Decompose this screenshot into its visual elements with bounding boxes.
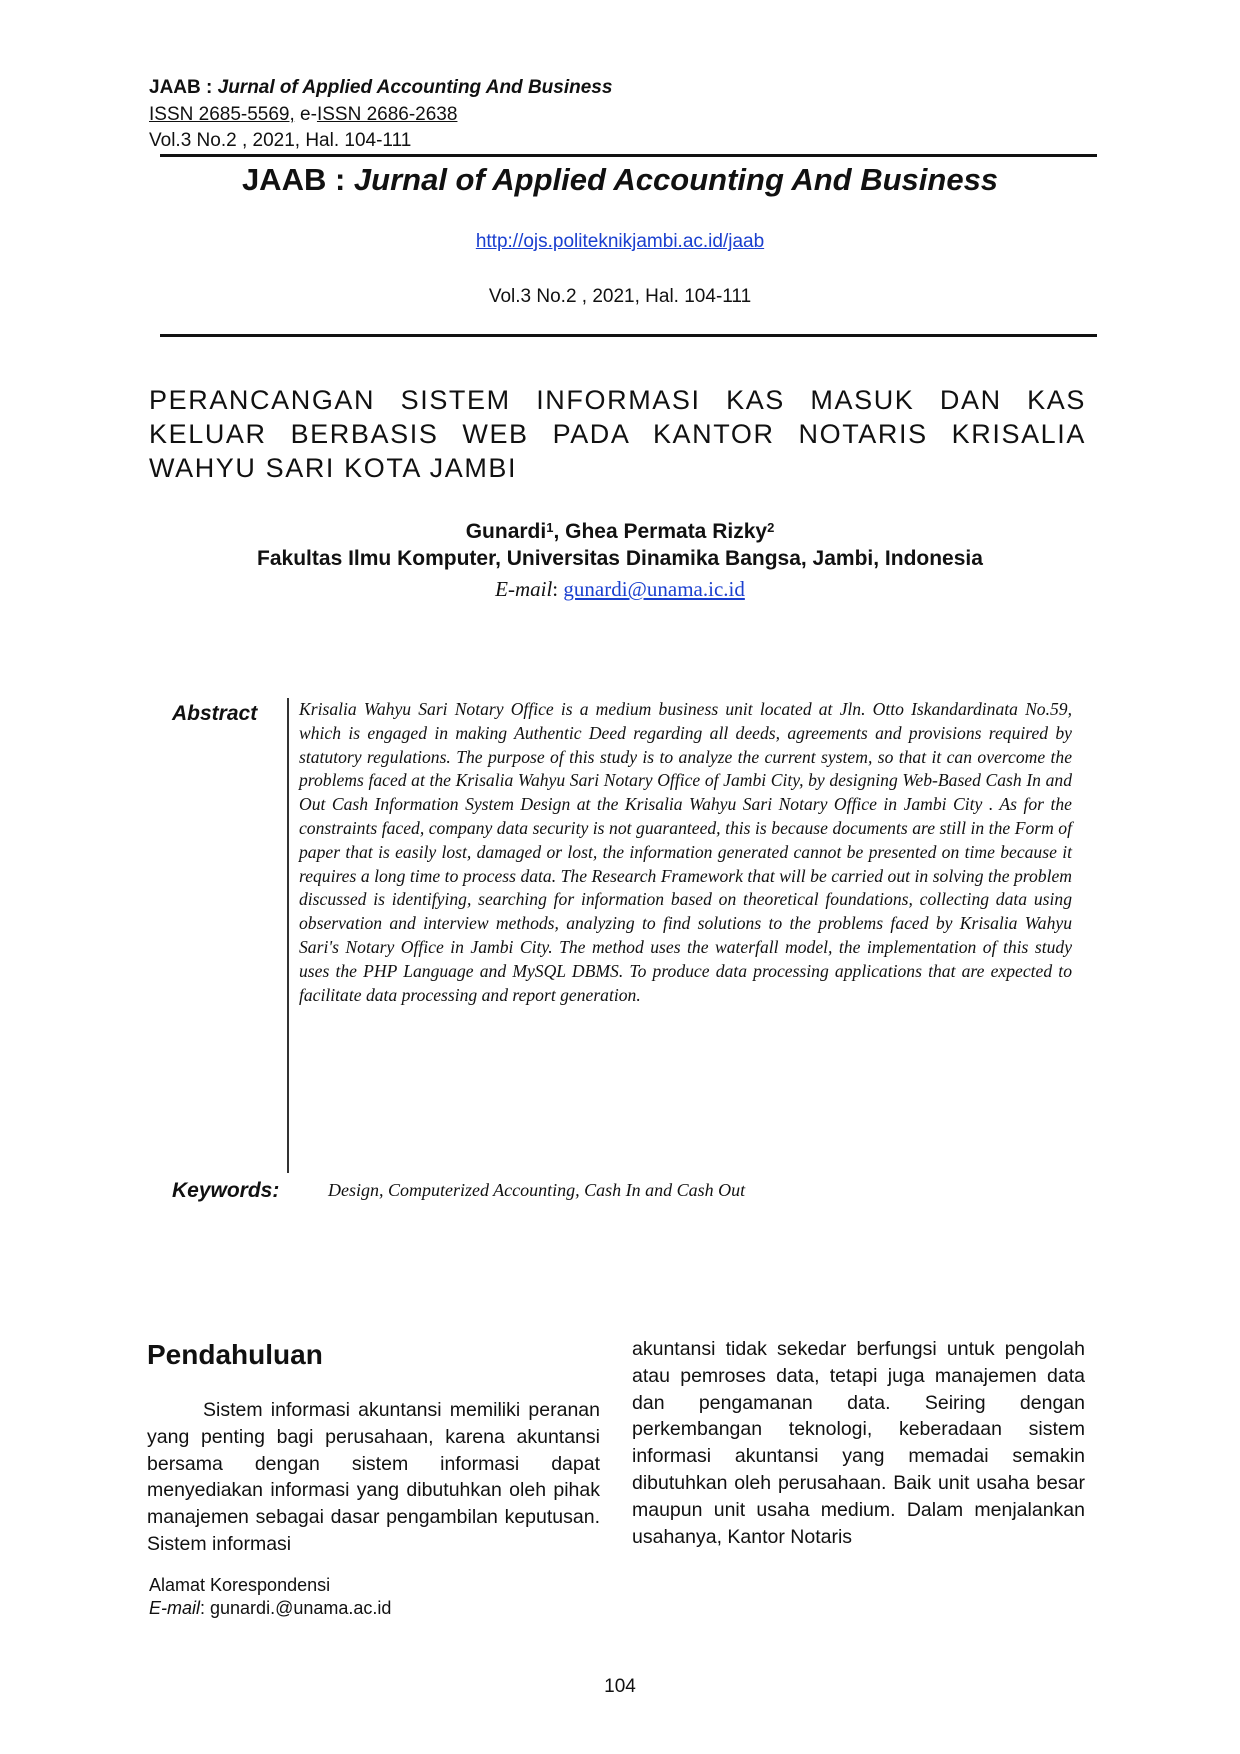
email-colon: : <box>552 577 564 601</box>
running-header-abbr: JAAB : <box>149 77 213 98</box>
author-1-affil-mark: 1 <box>546 520 554 535</box>
correspondence-label: Alamat Korespondensi <box>149 1575 331 1595</box>
masthead-name: Jurnal of Applied Accounting And Business <box>353 162 999 197</box>
header-rule-bottom <box>160 334 1097 337</box>
author-2: Ghea Permata Rizky <box>565 520 768 543</box>
abstract-label: Abstract <box>172 702 258 725</box>
right-column-paragraph: akuntansi tidak sekedar berfungsi untuk pengolah atau pemroses data, tetapi juga manajemen data dan pengamanan data. Seiring dengan perkembangan teknologi, keberadaan sistem informasi akuntansi yang memadai semakin dibutuhkan oleh perusahaan. Baik unit usaha besar maupun unit usaha medium. Dalam menjalankan usahanya, Kantor Notaris <box>632 1338 1085 1548</box>
abstract-text: Krisalia Wahyu Sari Notary Office is a medium business unit located at Jln. Otto Iskandardinata No.59, which is engaged in making Authentic Deed regarding all deeds, agreements and provisions required by statutory regulations. The purpose of this study is to analyze the current system, so that it can overcome the problems faced at the Krisalia Wahyu Sari Notary Office of Jambi City, by designing Web-Based Cash In and Out Cash Information System Design at the Krisalia Wahyu Sari Notary Office in Jambi City . As for the constraints faced, company data security is not guaranteed, this is because documents are still in the Form of paper that is easily lost, damaged or lost, the information generated cannot be presented on time because it requires a long time to process data. The Research Framework that will be carried out in solving the problem discussed is identifying, searching for information based on theoretical foundations, collecting data using observation and interview methods, analyzing to find solutions to the problems faced by Krisalia Wahyu Sari's Notary Office in Jambi City. The method uses the waterfall model, the implementation of this study uses the PHP Language and MySQL DBMS. To produce data processing applications that are expected to facilitate data processing and report generation. <box>299 699 1072 1005</box>
author-email-link[interactable]: gunardi@unama.ic.id <box>563 577 745 601</box>
section-heading: Pendahuluan <box>147 1339 323 1370</box>
issn-separator: e- <box>294 104 317 125</box>
author-2-affil-mark: 2 <box>767 520 775 535</box>
affiliation: Fakultas Ilmu Komputer, Universitas Dinamika Bangsa, Jambi, Indonesia <box>257 547 983 570</box>
author-1: Gunardi <box>465 520 547 543</box>
author-email-line <box>0 576 1240 602</box>
running-header-journal-name: Jurnal of Applied Accounting And Business <box>217 77 613 98</box>
keywords-text: Design, Computerized Accounting, Cash In and Cash Out <box>328 1180 746 1200</box>
issn-print: ISSN 2685-5569, <box>149 104 295 125</box>
email-label: E-mail <box>495 577 553 601</box>
running-header-volume: Vol.3 No.2 , 2021, Hal. 104-111 <box>149 130 412 151</box>
issn-online: ISSN 2686-2638 <box>316 104 458 125</box>
article-title: PERANCANGAN SISTEM INFORMASI KAS MASUK DAN KAS KELUAR BERBASIS WEB PADA KANTOR NOTARIS KRISALIA WAHYU SARI KOTA JAMBI <box>149 385 1086 483</box>
keywords-label: Keywords: <box>172 1179 280 1202</box>
masthead-volume: Vol.3 No.2 , 2021, Hal. 104-111 <box>488 286 752 307</box>
header-rule-top <box>160 154 1097 157</box>
correspondence-email <box>149 1597 391 1620</box>
author-separator: , <box>553 520 566 543</box>
correspondence-email-label: E-mail <box>149 1598 201 1618</box>
author-line <box>0 519 1240 545</box>
correspondence-email-value: : gunardi.@unama.ac.id <box>200 1598 392 1618</box>
running-header-issn <box>149 103 457 127</box>
masthead-abbr: JAAB : <box>241 162 346 197</box>
journal-url-link[interactable]: http://ojs.politeknikjambi.ac.id/jaab <box>475 231 765 252</box>
running-header-journal <box>149 76 612 100</box>
left-column-paragraph: Sistem informasi akuntansi memiliki peranan yang penting bagi perusahaan, karena akuntansi bersama dengan sistem informasi dapat menyediakan informasi yang dibutuhkan oleh pihak manajemen sebagai dasar pengambilan keputusan. Sistem informasi <box>147 1399 600 1555</box>
abstract-divider <box>287 698 289 1173</box>
masthead-title <box>0 160 1240 200</box>
page-number: 104 <box>604 1676 636 1697</box>
